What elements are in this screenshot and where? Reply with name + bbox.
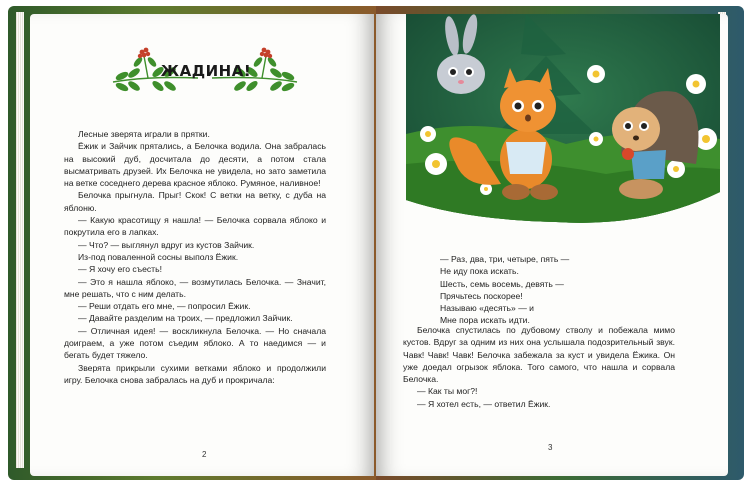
poem-line: Прячьтесь поскорее!: [440, 290, 523, 301]
paragraph: — Как ты мог?!: [417, 386, 478, 397]
apple-icon: [622, 148, 634, 160]
paragraph: Ёжик и Зайчик прятались, а Белочка водила. Она забралась на высокий дуб, досчитала до десяти, а потом стала высматривать друзей. Их Белочка не увидела, но зато заметила на ветке соседнего дерева красное яблоко. Румяное, наливное!: [64, 141, 326, 189]
paragraph: — Отличная идея! — воскликнула Белочка. — Но сначала доиграем, а уже потом съедим яблоко. А то наедимся — и бегать будет тяжело.: [64, 325, 326, 361]
paragraph: Лесные зверята играли в прятки.: [78, 129, 210, 139]
poem-line: Шесть, семь восемь, девять —: [440, 278, 564, 289]
paragraph: Белочка прыгнула. Прыг! Скок! С ветки на ветку, с дуба на яблоню.: [64, 190, 326, 213]
paragraph: — Какую красотищу я нашла! — Белочка сорвала яблоко и покрутила его в лапках.: [64, 215, 326, 238]
paragraph: — Реши отдать его мне, — попросил Ёжик.: [78, 301, 251, 312]
page-number-right: 3: [548, 443, 553, 452]
paragraph: Зверята прикрыли сухими ветками яблоко и продолжили игру. Белочка снова забралась на дуб и прокричала:: [64, 362, 326, 385]
page-edges-left: [16, 12, 24, 468]
paragraph: — Это я нашла яблоко, — возмутилась Белочка. — Значит, мне решать, что с ним делать.: [64, 276, 326, 299]
paragraph: — Я хочу его съесть!: [78, 264, 162, 275]
poem-line: Не иду пока искать.: [440, 266, 519, 277]
counting-rhyme: [440, 253, 620, 327]
right-page-text: [403, 324, 675, 410]
paragraph: — Что? — выглянул вдруг из кустов Зайчик.: [78, 239, 255, 250]
paragraph: Из-под поваленной сосны выполз Ёжик.: [78, 251, 239, 262]
page-number-left: 2: [202, 450, 207, 459]
left-page-text: [64, 128, 326, 386]
story-title: ЖАДИНА!: [160, 62, 252, 80]
forest-illustration: [406, 14, 720, 224]
poem-line: Мне пора искать идти.: [440, 315, 530, 326]
paragraph: — Давайте разделим на троих, — предложил Зайчик.: [78, 313, 293, 324]
poem-line: Называю «десять» — и: [440, 303, 534, 314]
paragraph: Белочка спустилась по дубовому стволу и побежала мимо кустов. Вдруг за одним из них она услышала подозрительный звук. Чавк! Чавк! Чавк! Белочка забежала за куст и увидела Ёжика. Он уже доедал огрызок яблока. Того самого, что нашла и сорвала Белочка.: [403, 325, 675, 385]
poem-line: — Раз, два, три, четыре, пять —: [440, 254, 570, 264]
paragraph: — Я хотел есть, — ответил Ёжик.: [417, 398, 551, 409]
